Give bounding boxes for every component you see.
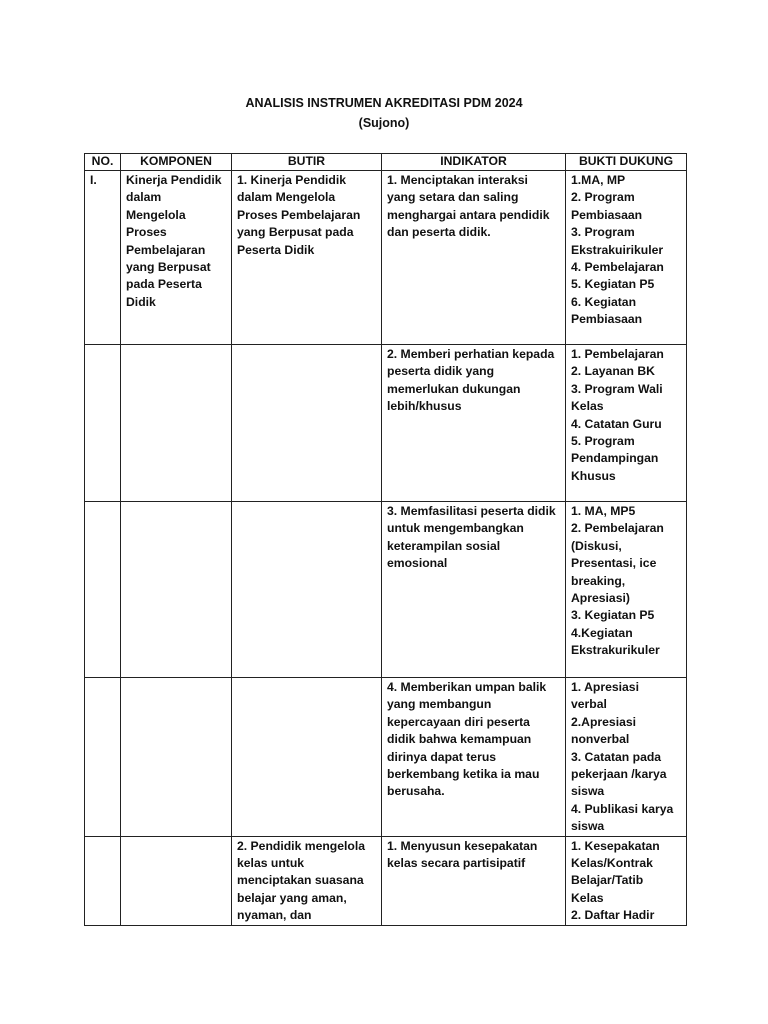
header-indikator: INDIKATOR — [382, 154, 566, 171]
cell-bukti-dukung: 1.MA, MP 2. Program Pembiasaan 3. Program Ekstrakuirikuler 4. Pembelajaran 5. Kegiatan P5 6. Kegiatan Pembiasaan — [566, 171, 687, 345]
cell-no — [85, 836, 121, 925]
cell-indikator: 4. Memberikan umpan balik yang membangun kepercayaan diri peserta didik bahwa kemampuan dirinya dapat terus berkembang ketika ia mau berusaha. — [382, 678, 566, 837]
cell-butir: 2. Pendidik mengelola kelas untuk menciptakan suasana belajar yang aman, nyaman, dan — [232, 836, 382, 925]
cell-bukti-dukung: 1. Apresiasi verbal 2.Apresiasi nonverbal 3. Catatan pada pekerjaan /karya siswa 4. Publikasi karya siswa — [566, 678, 687, 837]
table-header-row — [85, 154, 687, 171]
cell-komponen — [121, 502, 232, 678]
header-bukti-dukung: BUKTI DUKUNG — [566, 154, 687, 171]
table-row — [85, 678, 687, 837]
cell-komponen — [121, 345, 232, 502]
cell-no — [85, 678, 121, 837]
cell-bukti-dukung: 1. Pembelajaran 2. Layanan BK 3. Program Wali Kelas 4. Catatan Guru 5. Program Pendampingan Khusus — [566, 345, 687, 502]
header-no: NO. — [85, 154, 121, 171]
cell-no: I. — [85, 171, 121, 345]
instrument-table — [84, 153, 687, 926]
table-row — [85, 836, 687, 925]
cell-komponen — [121, 678, 232, 837]
cell-butir — [232, 345, 382, 502]
cell-butir: 1. Kinerja Pendidik dalam Mengelola Proses Pembelajaran yang Berpusat pada Peserta Didik — [232, 171, 382, 345]
table-row — [85, 345, 687, 502]
table-row — [85, 502, 687, 678]
cell-komponen: Kinerja Pendidik dalam Mengelola Proses Pembelajaran yang Berpusat pada Peserta Didik — [121, 171, 232, 345]
cell-indikator: 3. Memfasilitasi peserta didik untuk mengembangkan keterampilan sosial emosional — [382, 502, 566, 678]
cell-butir — [232, 502, 382, 678]
table-row — [85, 171, 687, 345]
cell-butir — [232, 678, 382, 837]
cell-bukti-dukung: 1. MA, MP5 2. Pembelajaran (Diskusi, Presentasi, ice breaking, Apresiasi) 3. Kegiatan P5 4.Kegiatan Ekstrakurikuler — [566, 502, 687, 678]
cell-bukti-dukung: 1. Kesepakatan Kelas/Kontrak Belajar/Tatib Kelas 2. Daftar Hadir — [566, 836, 687, 925]
cell-indikator: 1. Menciptakan interaksi yang setara dan saling menghargai antara pendidik dan peserta didik. — [382, 171, 566, 345]
cell-komponen — [121, 836, 232, 925]
document-subtitle: (Sujono) — [358, 116, 410, 130]
cell-indikator: 1. Menyusun kesepakatan kelas secara partisipatif — [382, 836, 566, 925]
cell-no — [85, 345, 121, 502]
header-butir: BUTIR — [232, 154, 382, 171]
header-komponen: KOMPONEN — [121, 154, 232, 171]
cell-indikator: 2. Memberi perhatian kepada peserta didik yang memerlukan dukungan lebih/khusus — [382, 345, 566, 502]
document-title: ANALISIS INSTRUMEN AKREDITASI PDM 2024 — [245, 96, 523, 110]
cell-no — [85, 502, 121, 678]
